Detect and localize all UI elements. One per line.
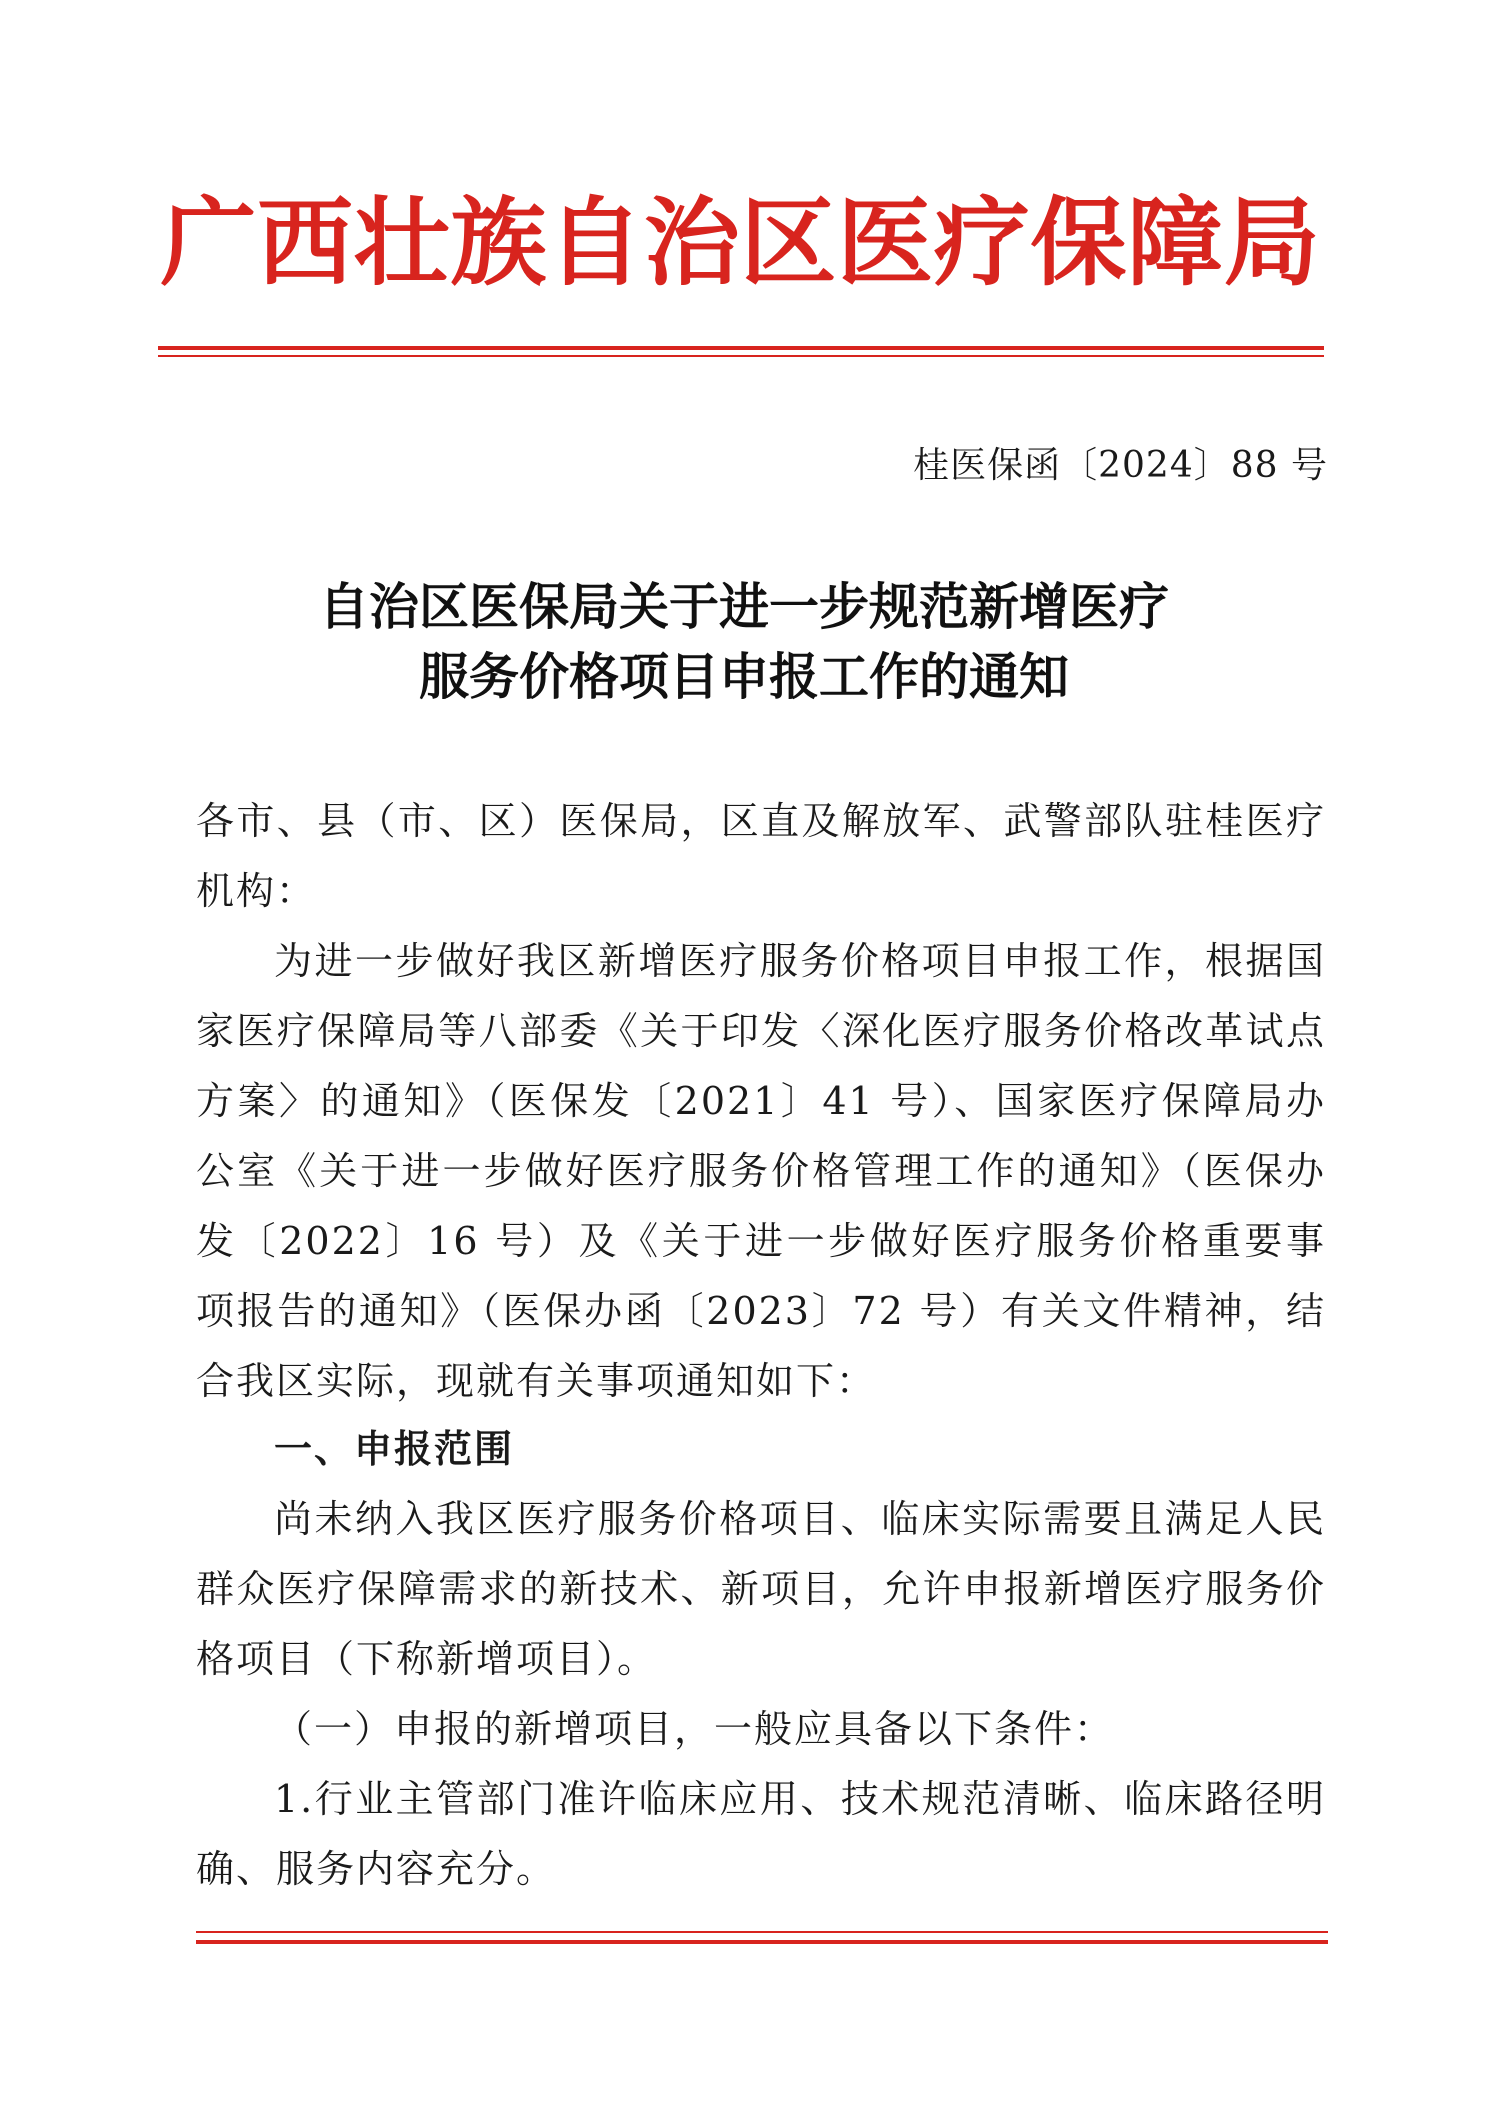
document-title-line-1: 自治区医保局关于进一步规范新增医疗 xyxy=(319,577,1169,636)
conditions-subheading: （一）申报的新增项目，一般应具备以下条件： xyxy=(274,1707,1115,1751)
masthead-char: 西 xyxy=(257,186,353,299)
document-number: 桂医保函〔2024〕88 号 xyxy=(913,445,1328,486)
masthead-char: 区 xyxy=(740,186,837,299)
issuing-authority-masthead xyxy=(160,188,1320,298)
condition-item-1: 1.行业主管部门准许临床应用、技术规范清晰、临床路径明确、服务内容充分。 xyxy=(196,1777,1326,1891)
masthead-char: 族 xyxy=(450,186,547,299)
document-title-line-2: 服务价格项目申报工作的通知 xyxy=(419,647,1069,706)
masthead-char: 自 xyxy=(547,186,644,299)
addressee-paragraph: 各市、县（市、区）医保局，区直及解放军、武警部队驻桂医疗机构： xyxy=(196,799,1326,913)
scope-paragraph: 尚未纳入我区医疗服务价格项目、临床实际需要且满足人民群众医疗保障需求的新技术、新项目，允许申报新增医疗服务价格项目（下称新增项目）。 xyxy=(196,1497,1326,1681)
masthead-char: 广 xyxy=(160,186,257,299)
masthead-char: 疗 xyxy=(933,186,1030,299)
footer-rule-thick xyxy=(196,1940,1328,1944)
masthead-rule-thick xyxy=(158,346,1324,350)
masthead-char: 障 xyxy=(1127,186,1224,299)
masthead-char: 局 xyxy=(1223,186,1320,299)
masthead-rule-thin xyxy=(158,355,1324,357)
masthead-char: 壮 xyxy=(353,186,450,299)
masthead-char: 治 xyxy=(643,186,740,299)
masthead-char: 医 xyxy=(837,186,934,299)
section-heading-scope: 一、申报范围 xyxy=(274,1427,515,1471)
footer-rule-thin xyxy=(196,1931,1328,1933)
intro-paragraph: 为进一步做好我区新增医疗服务价格项目申报工作，根据国家医疗保障局等八部委《关于印发〈深化医疗服务价格改革试点方案〉的通知》（医保发〔2021〕41 号）、国家医疗保障局办公室《关于进一步做好医疗服务价格管理工作的通知》（医保办发〔2022〕16 号）及《关于进一步做好医疗服务价格重要事项报告的通知》（医保办函〔2023〕72 号）有关文件精神，结合我区实际，现就有关事项通知如下： xyxy=(196,939,1326,1403)
masthead-char: 保 xyxy=(1030,186,1127,299)
